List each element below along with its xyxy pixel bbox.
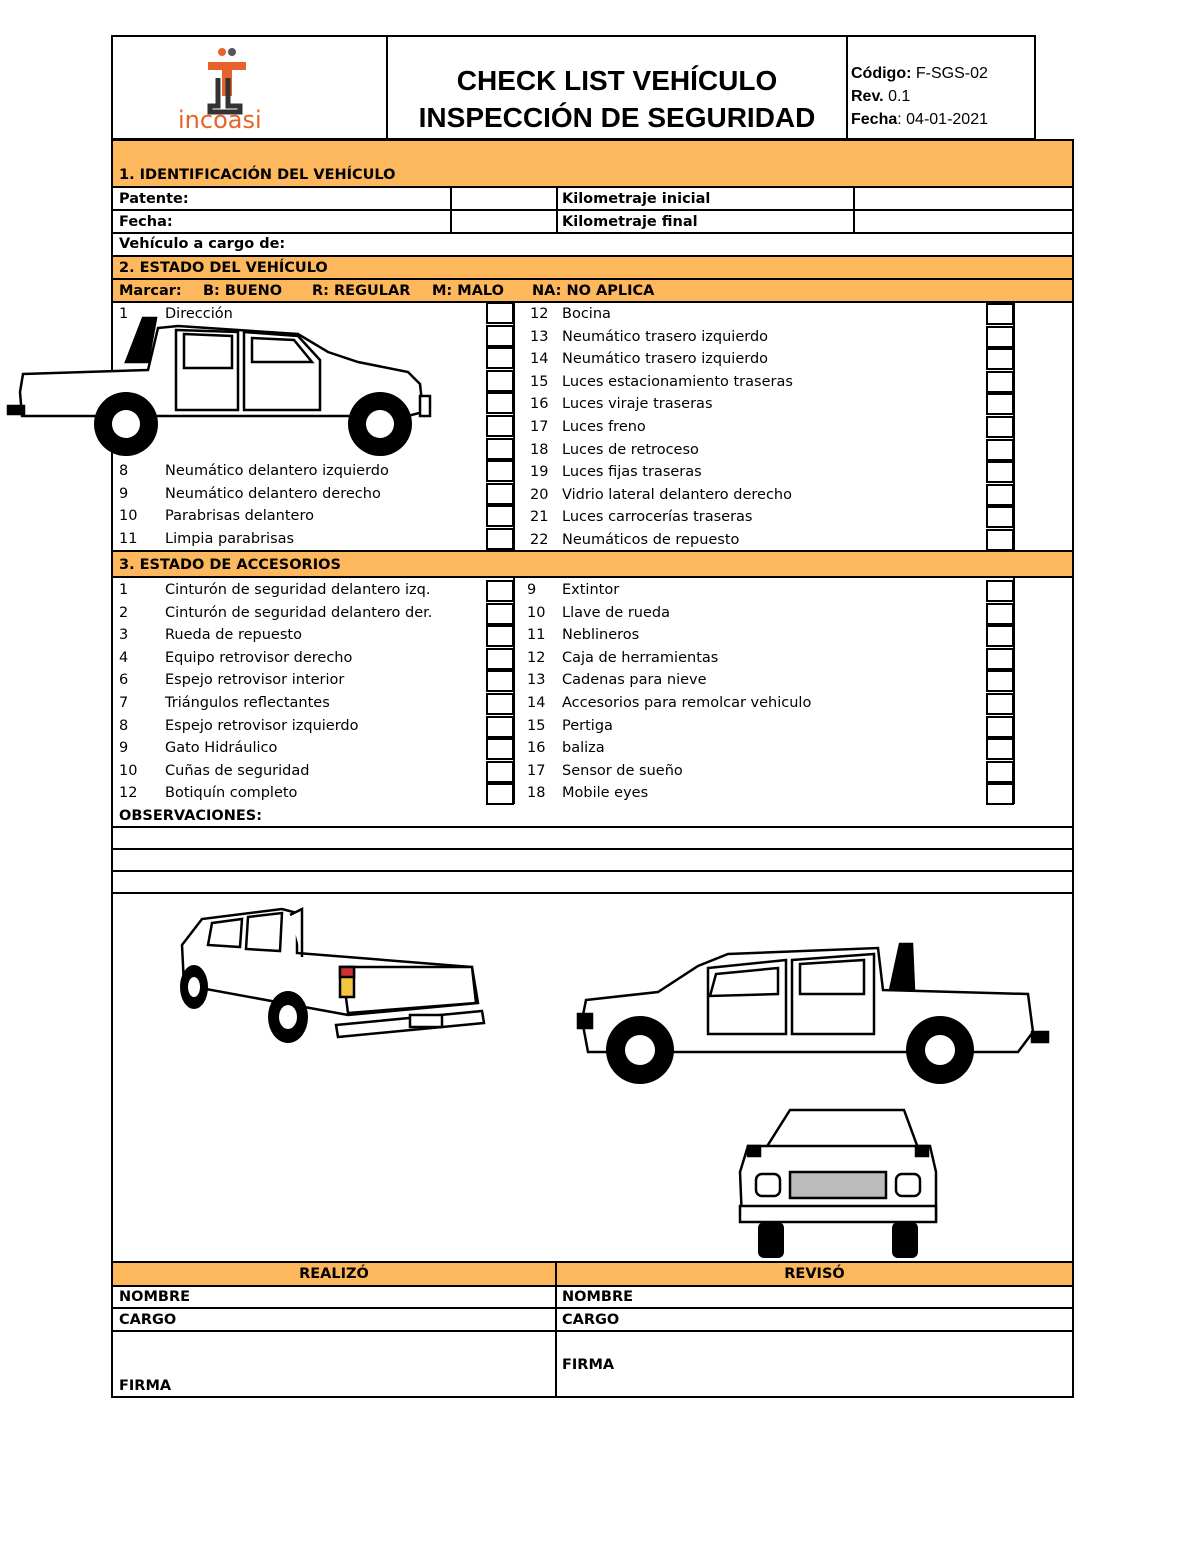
- section2-item-partial: [113, 303, 473, 322]
- km-inicial-label: Kilometraje inicial: [562, 191, 711, 207]
- legend-malo: M: MALO: [432, 283, 504, 299]
- checkbox[interactable]: [486, 505, 514, 527]
- observaciones-line-3[interactable]: [113, 872, 1072, 892]
- checkbox[interactable]: [486, 438, 514, 460]
- item-number: 17: [530, 419, 549, 435]
- checkbox[interactable]: [486, 528, 514, 550]
- item-number: 19: [530, 464, 549, 481]
- item-number: 20: [530, 486, 549, 503]
- legend-bueno: B: BUENO: [203, 283, 283, 299]
- reviso-firma-field[interactable]: [640, 1332, 1070, 1396]
- item-number: 1: [119, 306, 129, 322]
- observaciones-line-1[interactable]: [113, 828, 1072, 848]
- a-cargo-label: Vehículo a cargo de:: [119, 236, 286, 252]
- section1-title: 1. IDENTIFICACIÓN DEL VEHÍCULO: [119, 167, 396, 183]
- item-number: 12: [119, 785, 138, 802]
- item-label: Cinturón de seguridad delantero izq.: [165, 582, 431, 598]
- logo-text: incoasi: [178, 106, 262, 134]
- checkbox[interactable]: [986, 484, 1014, 506]
- item-label: Cadenas para nieve: [562, 672, 707, 689]
- item-number: 13: [527, 672, 546, 689]
- item-number: 10: [119, 508, 138, 525]
- realizo-nombre-label: NOMBRE: [119, 1289, 191, 1305]
- codigo-row: [851, 62, 988, 85]
- item-number: 18: [527, 785, 546, 802]
- form-title-line1: CHECK LIST VEHÍCULO: [456, 65, 778, 96]
- item-label: Neblineros: [562, 627, 640, 644]
- reviso-header: REVISÓ: [784, 1266, 845, 1282]
- checkbox[interactable]: [486, 670, 514, 692]
- legend-no-aplica: NA: NO APLICA: [532, 283, 655, 299]
- item-label: Neumático delantero derecho: [165, 485, 381, 502]
- checkbox[interactable]: [986, 648, 1014, 670]
- km-final-field[interactable]: [855, 211, 1072, 232]
- realizo-cargo-field[interactable]: [200, 1309, 550, 1329]
- checkbox[interactable]: [486, 625, 514, 647]
- checkbox[interactable]: [486, 580, 514, 602]
- truck-front-image: [736, 1106, 940, 1260]
- fecha-label-row: Fecha:: [119, 214, 173, 230]
- item-number: 9: [527, 582, 537, 598]
- item-number: 15: [527, 717, 546, 734]
- checkbox[interactable]: [986, 529, 1014, 551]
- truck-side-left-image: [8, 312, 432, 458]
- item-number: 16: [527, 740, 546, 757]
- item-number: 18: [530, 441, 549, 458]
- checkbox[interactable]: [486, 392, 514, 414]
- fecha-field[interactable]: [452, 211, 556, 232]
- checkbox[interactable]: [986, 348, 1014, 370]
- checkbox[interactable]: [986, 580, 1014, 602]
- checkbox[interactable]: [986, 670, 1014, 692]
- checkbox[interactable]: [486, 648, 514, 670]
- reviso-nombre-label: NOMBRE: [562, 1289, 634, 1305]
- item-number: 14: [530, 351, 549, 368]
- realizo-nombre-field[interactable]: [200, 1287, 550, 1307]
- realizo-cargo-label: CARGO: [119, 1312, 177, 1328]
- checkbox[interactable]: [986, 783, 1014, 805]
- rev-row: [851, 85, 910, 108]
- checkbox[interactable]: [486, 302, 514, 324]
- checkbox[interactable]: [986, 625, 1014, 647]
- checkbox[interactable]: [486, 415, 514, 437]
- item-number: 10: [119, 762, 138, 779]
- item-label: Espejo retrovisor izquierdo: [165, 717, 359, 734]
- realizo-header: REALIZÓ: [299, 1266, 369, 1282]
- checkbox[interactable]: [986, 761, 1014, 783]
- checkbox[interactable]: [986, 506, 1014, 528]
- item-label: Luces fijas traseras: [562, 464, 702, 481]
- item-label: Cinturón de seguridad delantero der.: [165, 604, 433, 621]
- item-number: 12: [530, 306, 549, 322]
- item-label: Accesorios para remolcar vehiculo: [562, 695, 812, 711]
- observaciones-line-2[interactable]: [113, 850, 1072, 870]
- item-label: Neumático delantero izquierdo: [165, 463, 389, 480]
- section3-title: 3. ESTADO DE ACCESORIOS: [119, 557, 341, 573]
- item-label: Extintor: [562, 582, 620, 598]
- item-number: 3: [119, 627, 129, 644]
- item-number: 22: [530, 532, 549, 548]
- checkbox[interactable]: [986, 303, 1014, 325]
- checkbox[interactable]: [486, 370, 514, 392]
- checkbox[interactable]: [486, 347, 514, 369]
- item-number: 15: [530, 373, 549, 390]
- item-label: Llave de rueda: [562, 604, 670, 621]
- item-number: 2: [119, 604, 129, 621]
- codigo-label: Código:: [851, 65, 912, 82]
- item-label: Triángulos reflectantes: [165, 695, 330, 711]
- checkbox[interactable]: [986, 603, 1014, 625]
- item-label: Neumático trasero izquierdo: [562, 328, 769, 345]
- fecha-row: [851, 108, 988, 131]
- item-label: Limpia parabrisas: [165, 531, 295, 547]
- patente-label: Patente:: [119, 191, 189, 207]
- item-number: 11: [119, 531, 138, 547]
- company-logo: [170, 44, 282, 138]
- item-label: Vidrio lateral delantero derecho: [562, 486, 792, 503]
- item-number: 6: [119, 672, 129, 689]
- codigo-value: F-SGS-02: [915, 65, 988, 82]
- item-label: Botiquín completo: [165, 785, 298, 802]
- item-number: 9: [119, 740, 129, 757]
- checkbox[interactable]: [986, 416, 1014, 438]
- checkbox[interactable]: [486, 325, 514, 347]
- item-number: 13: [530, 328, 549, 345]
- reviso-nombre-field[interactable]: [640, 1287, 1070, 1307]
- item-number: 14: [527, 695, 546, 711]
- checkbox[interactable]: [486, 716, 514, 738]
- item-label: Espejo retrovisor interior: [165, 672, 345, 689]
- item-label: Luces estacionamiento traseras: [562, 373, 793, 390]
- item-number: 8: [119, 717, 129, 734]
- rev-value: 0.1: [888, 88, 911, 105]
- item-number: 7: [119, 695, 129, 711]
- reviso-firma-label: FIRMA: [562, 1357, 615, 1373]
- km-final-label: Kilometraje final: [562, 214, 698, 230]
- item-label: Neumático trasero izquierdo: [562, 351, 769, 368]
- item-number: 1: [119, 582, 129, 598]
- item-number: 9: [119, 485, 129, 502]
- checkbox[interactable]: [986, 716, 1014, 738]
- km-inicial-field[interactable]: [855, 188, 1072, 209]
- checkbox[interactable]: [486, 783, 514, 805]
- checkbox[interactable]: [486, 693, 514, 715]
- legend-regular: R: REGULAR: [312, 283, 411, 299]
- fecha-label: Fecha: [851, 111, 898, 128]
- item-label: Luces viraje traseras: [562, 396, 713, 413]
- item-label: baliza: [562, 740, 605, 757]
- item-number: 8: [119, 463, 129, 480]
- item-label: Caja de herramientas: [562, 649, 719, 666]
- checkbox[interactable]: [986, 693, 1014, 715]
- checkbox[interactable]: [986, 439, 1014, 461]
- patente-field[interactable]: [452, 188, 556, 209]
- item-label: Rueda de repuesto: [165, 627, 302, 644]
- reviso-cargo-label: CARGO: [562, 1312, 620, 1328]
- checkbox[interactable]: [986, 738, 1014, 760]
- item-label: Neumáticos de repuesto: [562, 532, 740, 548]
- truck-side-right-image: [578, 940, 1052, 1086]
- item-label: Luces carrocerías traseras: [562, 509, 753, 526]
- item-label: Parabrisas delantero: [165, 508, 314, 525]
- item-number: 21: [530, 509, 549, 526]
- item-label: Cuñas de seguridad: [165, 762, 310, 779]
- item-label: Luces de retroceso: [562, 441, 699, 458]
- observaciones-label: OBSERVACIONES:: [119, 808, 262, 824]
- item-number: 4: [119, 649, 129, 666]
- item-number: 17: [527, 762, 546, 779]
- item-label: Sensor de sueño: [562, 762, 683, 779]
- form-title-line2: INSPECCIÓN DE SEGURIDAD: [418, 102, 816, 133]
- realizo-firma-label: FIRMA: [119, 1378, 172, 1394]
- fecha-value: : 04-01-2021: [897, 111, 988, 128]
- item-label: Luces freno: [562, 419, 646, 435]
- item-number: 11: [527, 627, 546, 644]
- rev-label: Rev.: [851, 88, 884, 105]
- item-label: Equipo retrovisor derecho: [165, 649, 353, 666]
- checkbox[interactable]: [986, 326, 1014, 348]
- legend-marcar: Marcar:: [119, 283, 182, 299]
- item-label: Dirección: [165, 306, 233, 322]
- item-number: 10: [527, 604, 546, 621]
- item-number: 16: [530, 396, 549, 413]
- item-label: Bocina: [562, 306, 611, 322]
- checkbox[interactable]: [986, 393, 1014, 415]
- section2-title: 2. ESTADO DEL VEHÍCULO: [119, 260, 328, 276]
- checkbox[interactable]: [986, 461, 1014, 483]
- checkbox[interactable]: [486, 603, 514, 625]
- checkbox[interactable]: [486, 761, 514, 783]
- item-number: 12: [527, 649, 546, 666]
- item-label: Pertiga: [562, 717, 613, 734]
- item-label: Gato Hidráulico: [165, 740, 278, 757]
- realizo-firma-field[interactable]: [200, 1332, 550, 1396]
- checkbox[interactable]: [486, 738, 514, 760]
- checkbox[interactable]: [986, 371, 1014, 393]
- checkbox[interactable]: [486, 460, 514, 482]
- item-label: Mobile eyes: [562, 785, 649, 802]
- a-cargo-field[interactable]: [270, 234, 1070, 255]
- checkbox[interactable]: [486, 483, 514, 505]
- reviso-cargo-field[interactable]: [640, 1309, 1070, 1329]
- truck-rear-three-quarter-image: [172, 905, 492, 1045]
